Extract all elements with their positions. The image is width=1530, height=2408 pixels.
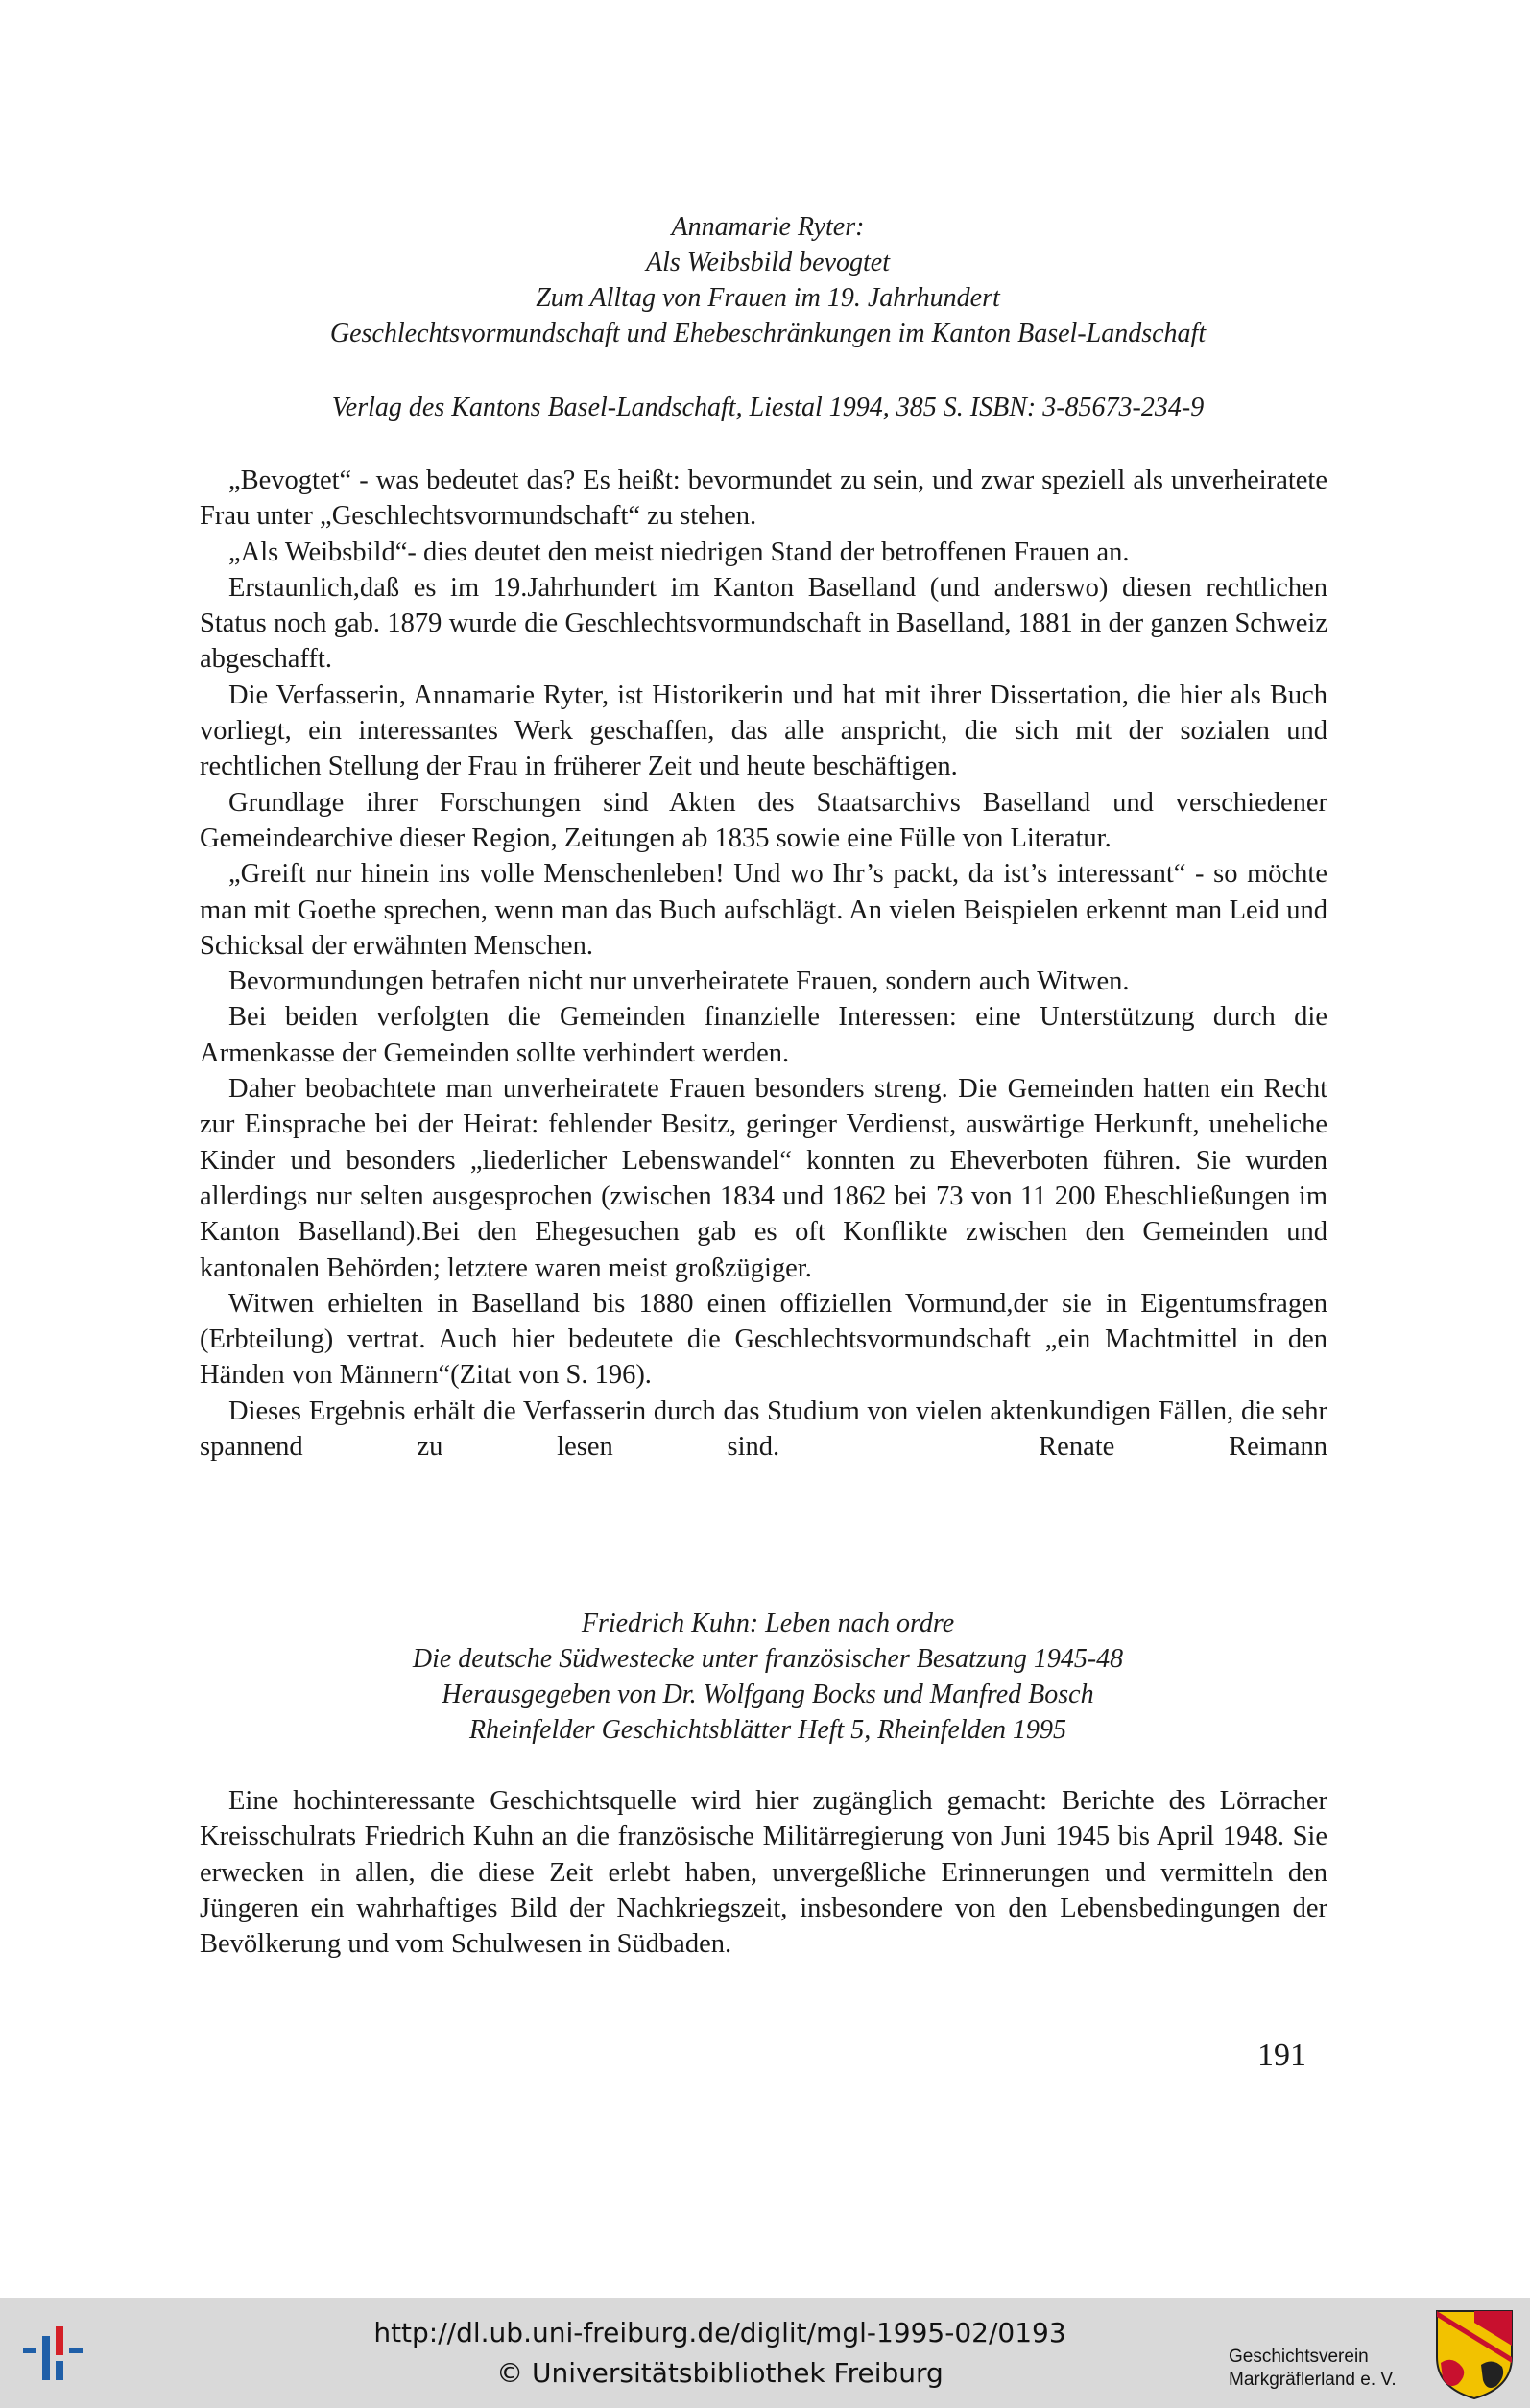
review1-publication: Verlag des Kantons Basel-Landschaft, Liestal 1994, 385 S. ISBN: 3-85673-234-9 — [331, 393, 1205, 422]
review1-subtitle: Zum Alltag von Frauen im 19. Jahrhundert — [536, 283, 1000, 313]
paragraph: Bei beiden verfolgten die Gemeinden finanzielle Interessen: eine Unterstützung durch die Armenkasse der Gemeinden sollte verhindert werden. — [200, 1002, 1327, 1068]
paragraph: Eine hochinteressante Geschichtsquelle wird hier zugänglich gemacht: Berichte des Lörracher Kreisschulrats Friedrich Kuhn an die französische Militärregierung von Juni 1945 bis April 1948. Sie erwecken in allen, die diese Zeit erlebt haben, unvergeßliche Erinnerungen und vermitteln den Jüngeren ein wahrhaftiges Bild der Nachkriegszeit, insbesondere von den Lebensbedingungen der Bevölkerung und vom Schulwesen in Südbaden. — [200, 1786, 1327, 1960]
coat-of-arms-icon — [1433, 2307, 1516, 2401]
permalink-url[interactable]: http://dl.ub.uni-freiburg.de/diglit/mgl-1995-02/0193 — [373, 2317, 1066, 2348]
review2-editors: Herausgegeben von Dr. Wolfgang Bocks und Manfred Bosch — [442, 1680, 1094, 1709]
society-name-line1: Geschichtsverein — [1229, 2347, 1369, 2367]
review1-subtitle-2: Geschlechtsvormundschaft und Ehebeschränkungen im Kanton Basel-Landschaft — [329, 319, 1207, 348]
paragraph: Daher beobachtete man unverheiratete Frauen besonders streng. Die Gemeinden hatten ein Recht zur Einsprache bei der Heirat: fehlender Besitz, geringer Verdienst, auswärtige Herkunft, uneheliche Kinder und besonders „liederlicher Lebenswandel“ konnten zu Eheverboten führen. Sie wurden allerdings nur selten ausgesprochen (zwischen 1834 und 1862 bei 73 von 11 200 Eheschließungen im Kanton Baselland).Bei den Ehegesuchen gab es oft Konflikte zwischen den Gemeinden und kantonalen Behörden; letztere waren meist großzügiger. — [200, 1074, 1327, 1283]
review2-body — [200, 1783, 1327, 1962]
closing-paragraph: Dieses Ergebnis erhält die Verfasserin durch das Studium von vielen aktenkundigen Fällen, die sehr spannend zu lesen sind. Renate Reimann — [200, 1395, 1328, 1463]
footer-bar — [0, 2298, 1530, 2408]
ub-freiburg-logo-icon[interactable] — [21, 2319, 98, 2386]
paragraph: Witwen erhielten in Baselland bis 1880 einen offiziellen Vormund,der sie in Eigentumsfragen (Erbteilung) vertrat. Auch hier bedeutete die Geschlechtsvormundschaft „ein Machtmittel in den Händen von Männern“(Zitat von S. 196). — [200, 1288, 1327, 1391]
review2-heading — [192, 1606, 1344, 1748]
review2-series: Rheinfelder Geschichtsblätter Heft 5, Rheinfelden 1995 — [468, 1715, 1067, 1745]
paragraph: Grundlage ihrer Forschungen sind Akten des Staatsarchivs Baselland und verschiedener Gemeindearchive dieser Region, Zeitungen ab 1835 sowie eine Fülle von Literatur. — [200, 787, 1327, 853]
review2-subtitle: Die deutsche Südwestecke unter französischer Besatzung 1945-48 — [412, 1644, 1124, 1674]
review1-heading — [192, 209, 1344, 351]
paragraph: „Als Weibsbild“- dies deutet den meist niedrigen Stand der betroffenen Frauen an. — [228, 536, 1130, 567]
society-name — [1229, 2346, 1421, 2392]
copyright-notice: © Universitätsbibliothek Freiburg — [496, 2357, 944, 2389]
paragraph: Bevormundungen betrafen nicht nur unverheiratete Frauen, sondern auch Witwen. — [228, 966, 1130, 997]
paragraph: Die Verfasserin, Annamarie Ryter, ist Historikerin und hat mit ihrer Dissertation, die hier als Buch vorliegt, ein interessantes Werk geschaffen, das alle anspricht, die sich mit der sozialen und rechtlichen Stellung der Frau in früherer Zeit und heute beschäftigen. — [200, 679, 1327, 782]
page-number: 191 — [1257, 2038, 1306, 2073]
paragraph: „Greift nur hinein ins volle Menschenleben! Und wo Ihr’s packt, da ist’s interessant“ - so möchte man mit Goethe sprechen, wenn man das Buch aufschlägt. An vielen Beispielen erkennt man Leid und Schicksal der erwähnten Menschen. — [200, 859, 1327, 961]
paragraph: Erstaunlich,daß es im 19.Jahrhundert im Kanton Baselland (und anderswo) diesen rechtlichen Status noch gab. 1879 wurde die Geschlechtsvormundschaft in Baselland, 1881 in der ganzen Schweiz abgeschafft. — [200, 572, 1327, 675]
review1-author: Annamarie Ryter: — [671, 212, 865, 242]
review1-signature: Renate Reimann — [1039, 1432, 1328, 1463]
review1-body — [200, 463, 1327, 1465]
review1-title: Als Weibsbild bevogtet — [645, 248, 891, 277]
paragraph: „Bevogtet“ - was bedeutet das? Es heißt: bevormundet zu sein, und zwar speziell als unverheiratete Frau unter „Geschlechtsvormundschaft“ zu stehen. — [200, 465, 1327, 532]
review2-author-title: Friedrich Kuhn: Leben nach ordre — [581, 1609, 955, 1638]
society-name-line2: Markgräflerland e. V. — [1229, 2370, 1397, 2390]
